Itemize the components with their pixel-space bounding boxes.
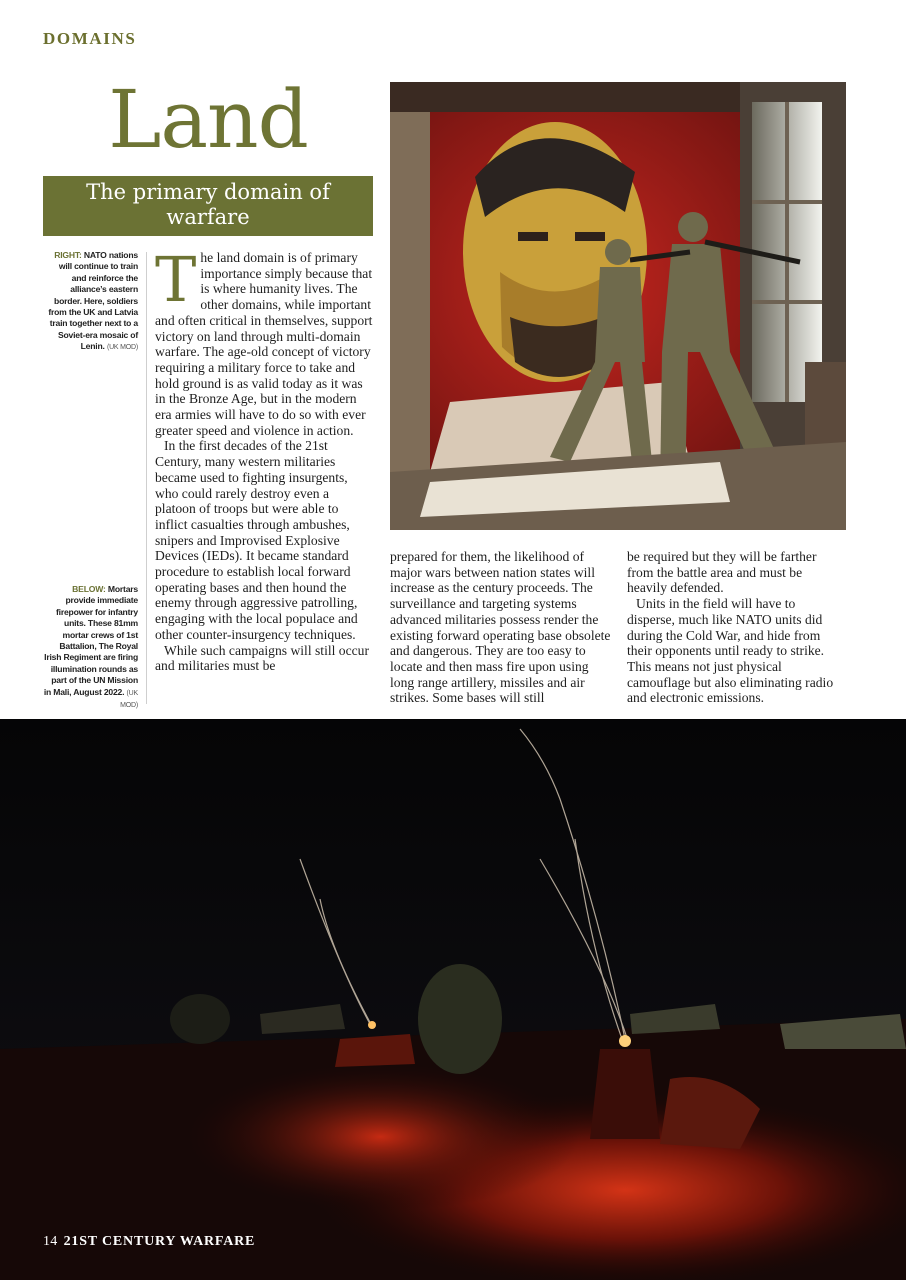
- paragraph-2: In the first decades of the 21st Century, many western militaries became used to fighting insurgents, who could rarely destroy even a platoon of troops but were able to inflict casualties through ambushes, snipers and Improvised Explosive Devices (IEDs). It became standard procedure to establish local forward operating bases and then hound the enemy through aggressive patrolling, engaging with the local populace and other counter-insurgency techniques.: [155, 438, 358, 642]
- page-title: Land: [108, 73, 308, 166]
- paragraph-1: [155, 243, 373, 438]
- paragraph-4: Units in the field will have to disperse, much like NATO units did during the Cold War, and hide from their opponents until ready to strike. This means not just physical camouflage but also eliminating radio and electronic emissions.: [627, 596, 834, 706]
- page-footer: [43, 1234, 255, 1250]
- body-column-2: [390, 549, 612, 706]
- body-column-1: [155, 243, 373, 674]
- caption-right: [43, 250, 138, 354]
- paragraph-1-text: he land domain is of primary importance simply because that is where humanity lives. The other domains, while important and often critical in themselves, support victory on land through multi-domain warfare. The age-old concept of victory requiring a military force to take and hold ground is as valid today as it was in the Bronze Age, but in the modern era armies will have to do so with ever greater speed and violence in action.: [155, 250, 373, 438]
- caption-right-text: NATO nations will continue to train and reinforce the alliance’s eastern border. Here, soldiers from the UK and Latvia train together next to a Soviet-era mosaic of Lenin.: [48, 250, 138, 352]
- caption-right-credit: (UK MOD): [106, 344, 138, 352]
- caption-below: [43, 584, 138, 711]
- caption-below-credit: (UK MOD): [120, 689, 138, 710]
- caption-divider: [146, 252, 147, 704]
- caption-right-lead: RIGHT:: [54, 250, 82, 260]
- paragraph-3-middle: prepared for them, the likelihood of major wars between nation states will increase as the century proceeds. The surveillance and targeting systems advanced militaries possess render the existing forward operating base obsolete and dangerous. They are too easy to locate and then mass fire upon using long range artillery, missiles and air strikes. Some bases will still: [390, 549, 611, 706]
- photo-mortar-night: [0, 719, 906, 1280]
- caption-below-text: Mortars provide immediate firepower for infantry units. These 81mm mortar crews of 1st Battalion, The Royal Irish Regiment are firing illumination rounds as part of the UN Mission in Mali, August 2022.: [43, 584, 138, 697]
- publication-name: 21ST CENTURY WARFARE: [63, 1234, 256, 1249]
- subtitle-text: The primary domain of warfare: [86, 180, 330, 229]
- page-number: 14: [43, 1234, 58, 1249]
- dropcap: T: [155, 243, 197, 316]
- paragraph-3-start: While such campaigns will still occur and militaries must be: [155, 642, 369, 674]
- section-label: DOMAINS: [43, 29, 137, 48]
- caption-below-lead: BELOW:: [72, 584, 106, 594]
- paragraph-3-end: be required but they will be farther from the battle area and must be heavily defended.: [627, 549, 817, 596]
- subtitle-banner: [43, 176, 373, 236]
- photo-soldiers-mosaic: [390, 82, 846, 530]
- body-column-3: [627, 549, 837, 706]
